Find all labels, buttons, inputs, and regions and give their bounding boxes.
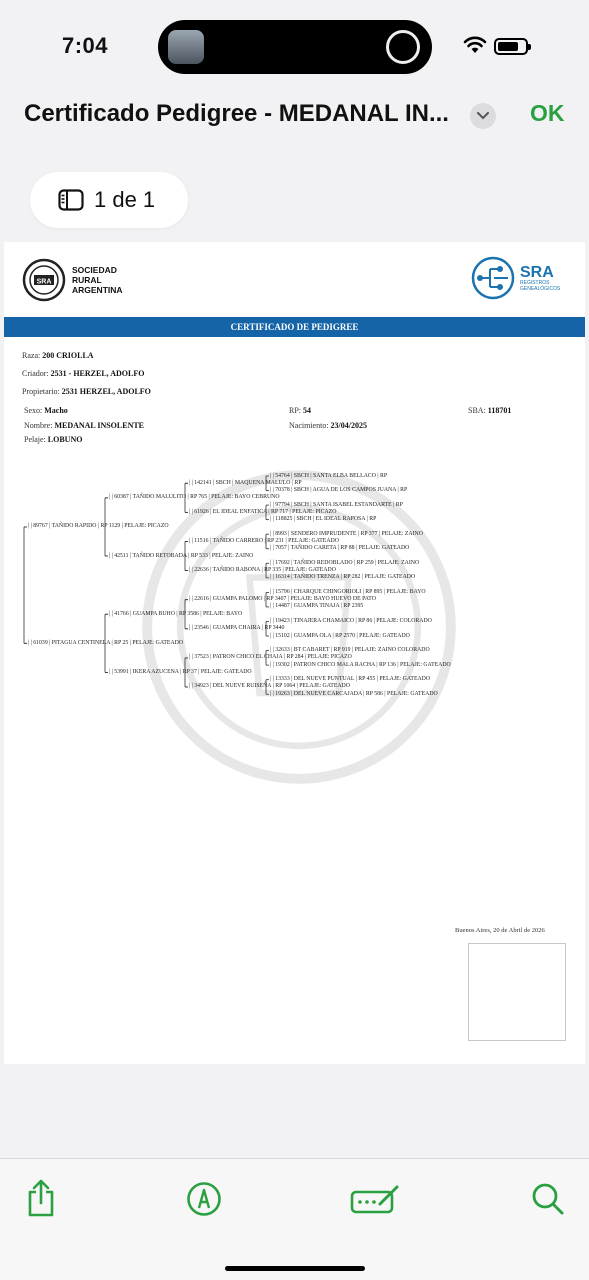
- sexo-row: Sexo: Macho: [24, 406, 68, 415]
- criador-value: 2531 - HERZEL, ADOLFO: [50, 369, 145, 378]
- pedigree-entry: | | 34923 | DEL NUEVE RUISEÑA | RP 1064 | PELAJE: GATEADO: [189, 683, 350, 690]
- pelaje-row: Pelaje: LOBUNO: [24, 435, 83, 444]
- pedigree-entry: | | 70378 | SBCH | AGUA DE LOS CAMPOS JUANA | RP: [270, 487, 408, 494]
- rp-value: 54: [303, 406, 312, 415]
- pedigree-entry: | | 13333 | DEL NUEVE PUNTUAL | RP 455 | PELAJE: GATEADO: [270, 676, 431, 683]
- pedigree-entry: | | 19263 | DEL NUEVE CARCAJADA | RP 586 | PELAJE: GATEADO: [270, 690, 438, 697]
- propietario-row: Propietario: 2531 HERZEL, ADOLFO: [22, 387, 151, 396]
- pedigree-entry: | | 32633 | BT CABARET | RP 919 | PELAJE: ZAINO COLORADO: [270, 647, 430, 654]
- issue-date: Buenos Aires, 20 de Abril de 2026: [455, 927, 545, 934]
- nacimiento-value: 23/04/2025: [330, 421, 367, 430]
- pedigree-entry: | | 41766 | GUAMPA BUHO | RP 3586 | PELAJE: BAYO: [109, 610, 243, 617]
- logo-line: ARGENTINA: [72, 285, 123, 295]
- sba-value: 118701: [487, 406, 512, 415]
- share-icon[interactable]: [26, 1179, 56, 1217]
- pedigree-entry: | | 53991 | IKERA AZUCENA | RP 37 | PELAJE: GATEADO: [109, 668, 252, 675]
- pedigree-entry: | | 61926 | EL IDEAL ENFATICA | RP 717 | PELAJE: PICAZO: [189, 508, 337, 515]
- sra-wordmark: SRA: [520, 263, 554, 281]
- title-menu-button[interactable]: [470, 103, 496, 129]
- signature-box: [468, 943, 566, 1041]
- pedigree-entry: | | 14487 | GUAMPA TINAJA | RP 2395: [270, 603, 364, 610]
- pedigree-entry: | | 11516 | TAÑIDO CARRERO | RP 231 | PELAJE: GATEADO: [189, 537, 339, 544]
- rp-row: RP: 54: [289, 406, 312, 415]
- pedigree-entry: | | 42511 | TAÑIDO RETOBADA | RP 533 | PELAJE: ZAINO: [109, 552, 254, 559]
- pedigree-entry: | | 22616 | GUAMPA PALOMO | RP 3407 | PELAJE: BAYO HUEVO DE PATO: [189, 596, 376, 603]
- pedigree-entry: | | 8993 | SENDERO IMPRUDENTE | RP 377 | PELAJE: ZAINO: [270, 530, 423, 537]
- pdf-page[interactable]: [4, 242, 585, 1064]
- certificate-banner: CERTIFICADO DE PEDIGREE: [4, 317, 585, 337]
- wifi-icon: [463, 36, 487, 54]
- pedigree-entry: | | 22636 | TAÑIDO RABONA | RP 335 | PELAJE: GATEADO: [189, 567, 336, 574]
- raza-row: Raza: 200 CRIOLLA: [22, 351, 94, 360]
- pedigree-entry: | | 23546 | GUAMPA CHAIRA | RP 3440: [189, 625, 285, 632]
- document-title: Certificado Pedigree - MEDANAL IN...: [24, 100, 449, 127]
- battery-icon: [494, 38, 528, 55]
- pedigree-entry: | | 19302 | PATRON CHICO MALA RACHA | RP 136 | PELAJE: GATEADO: [270, 661, 451, 668]
- home-indicator: [225, 1266, 365, 1271]
- pedigree-entry: | | 15102 | GUAMPA OLA | RP 2570 | PELAJE: GATEADO: [270, 632, 410, 639]
- nombre-row: Nombre: MEDANAL INSOLENTE: [24, 421, 145, 430]
- sexo-value: Macho: [44, 406, 68, 415]
- pedigree-entry: | | 89767 | TAÑIDO RAPIDO | RP 1129 | PELAJE: PICAZO: [28, 523, 169, 530]
- pedigree-entry: | | 16314 | TAÑIDO TRENZA | RP 282 | PELAJE: GATEADO: [270, 574, 416, 581]
- search-icon[interactable]: [531, 1182, 565, 1216]
- page-indicator-button[interactable]: [30, 172, 188, 228]
- logo-line: RURAL: [72, 275, 102, 285]
- nombre-value: MEDANAL INSOLENTE: [54, 421, 145, 430]
- nacimiento-row: Nacimiento: 23/04/2025: [289, 421, 367, 430]
- pedigree-entry: | | 118825 | SBCH | EL IDEAL RAPOSA | RP: [270, 516, 377, 523]
- sidebar-icon: [58, 189, 84, 211]
- pedigree-entry: | | 37523 | PATRON CHICO EL CHAJA | RP 284 | PELAJE: PICAZO: [189, 654, 352, 661]
- svg-text:SRA: SRA: [36, 278, 52, 286]
- propietario-value: 2531 HERZEL, ADOLFO: [61, 387, 151, 396]
- markup-icon[interactable]: [186, 1181, 222, 1217]
- sra-sub-line: GENEALÓGICOS: [520, 285, 561, 292]
- bottom-toolbar: [0, 1158, 589, 1280]
- live-activity-thumbnail: [168, 30, 204, 64]
- pedigree-entry: | | 60387 | TAÑIDO MALULITO | RP 765 | PELAJE: BAYO CEBRUNO: [109, 494, 280, 501]
- page-count: 1 de 1: [94, 187, 156, 212]
- pedigree-entry: | | 17692 | TAÑIDO REDOBLADO | RP 259 | PELAJE: ZAINO: [270, 559, 420, 566]
- pelaje-value: LOBUNO: [47, 435, 83, 444]
- pedigree-entry: | | 97794 | SBCH | SANTA ISABEL ESTANDARTE | RP: [270, 501, 403, 508]
- ok-button[interactable]: OK: [530, 100, 565, 126]
- sra-sub-line: REGISTROS: [520, 279, 550, 286]
- pedigree-entry: | | 19423 | TINAJERA CHAMAICO | RP 86 | PELAJE: COLORADO: [270, 618, 432, 624]
- sba-row: SBA: 118701: [468, 406, 512, 415]
- logo-line: SOCIEDAD: [72, 265, 117, 275]
- pedigree-entry: | | 61039 | PITAGUA CENTINELA | RP 25 | PELAJE: GATEADO: [28, 639, 184, 646]
- form-icon[interactable]: [350, 1183, 402, 1215]
- pedigree-entry: | | 54764 | SBCH | SANTA ELBA BELLACO | RP: [270, 472, 388, 479]
- chevron-down-icon: [477, 112, 489, 120]
- dynamic-island: [158, 20, 432, 74]
- progress-ring-icon: [386, 30, 420, 64]
- status-time: 7:04: [62, 33, 109, 58]
- pedigree-entry: | | 142141 | SBCH | MAQUENA MALULO | RP: [189, 479, 302, 486]
- pedigree-entry: | | 15796 | CHARQUE CHINGORIOLI | RP 895 | PELAJE: BAYO: [270, 588, 426, 595]
- criador-row: Criador: 2531 - HERZEL, ADOLFO: [22, 369, 145, 378]
- raza-value: 200 CRIOLLA: [42, 351, 94, 360]
- pedigree-entry: | | 7057 | TAÑIDO CARETA | RP 88 | PELAJE: GATEADO: [270, 545, 410, 552]
